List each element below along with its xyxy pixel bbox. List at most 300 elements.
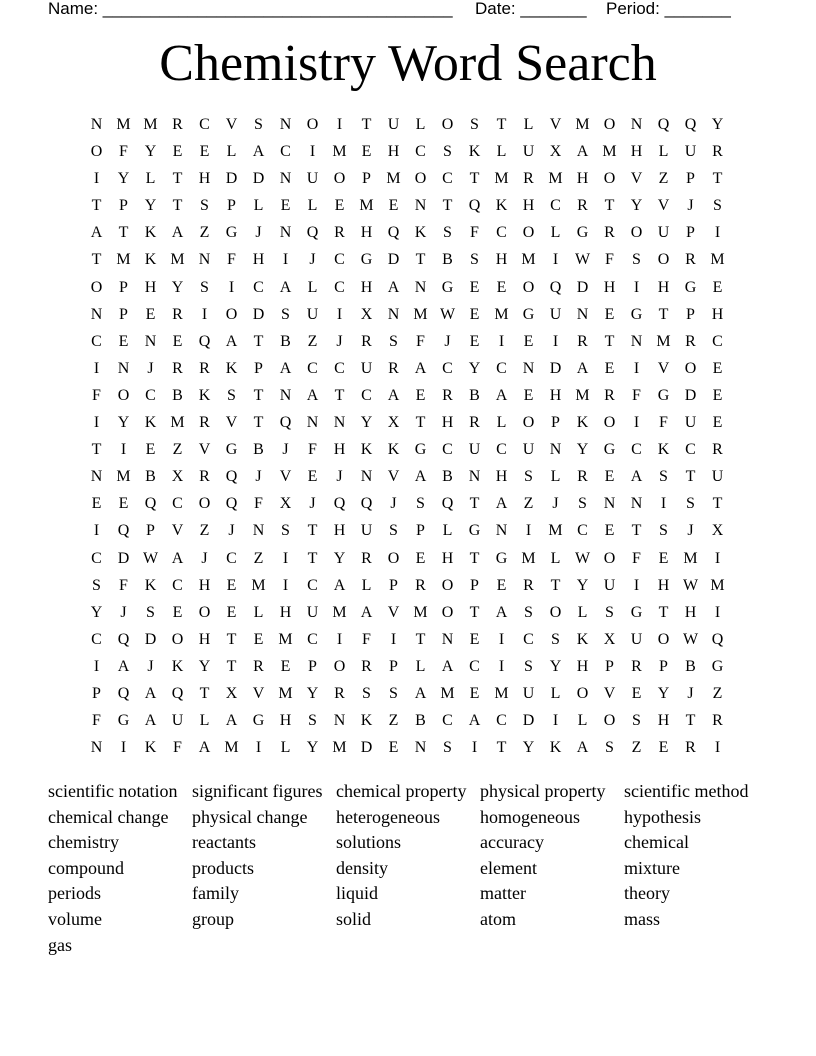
grid-letter[interactable]: U xyxy=(306,305,319,323)
grid-letter[interactable]: H xyxy=(333,441,346,459)
grid-letter[interactable]: Y xyxy=(117,170,130,188)
grid-letter[interactable]: C xyxy=(496,441,507,459)
grid-letter[interactable]: P xyxy=(470,576,479,594)
grid-letter[interactable]: G xyxy=(225,441,238,459)
grid-letter[interactable]: N xyxy=(414,739,427,757)
grid-letter[interactable]: T xyxy=(496,739,507,757)
grid-letter[interactable]: O xyxy=(441,116,454,133)
grid-letter[interactable]: C xyxy=(442,359,453,377)
grid-letter[interactable]: T xyxy=(253,386,264,404)
grid-letter[interactable]: R xyxy=(523,170,534,188)
grid-letter[interactable]: A xyxy=(198,739,211,757)
grid-letter[interactable]: R xyxy=(577,197,588,215)
grid-letter[interactable]: T xyxy=(550,576,561,594)
grid-letter[interactable]: W xyxy=(439,305,456,323)
grid-letter[interactable]: L xyxy=(577,712,588,730)
grid-letter[interactable]: Y xyxy=(333,549,346,567)
grid-letter[interactable]: C xyxy=(145,386,156,404)
grid-letter[interactable]: I xyxy=(228,278,235,296)
grid-letter[interactable]: A xyxy=(468,712,481,730)
grid-letter[interactable]: T xyxy=(658,603,669,621)
grid-letter[interactable]: M xyxy=(116,468,131,486)
grid-letter[interactable]: J xyxy=(120,603,127,621)
grid-letter[interactable]: C xyxy=(307,630,318,648)
grid-letter[interactable]: T xyxy=(712,170,723,188)
grid-letter[interactable]: A xyxy=(144,712,157,730)
grid-letter[interactable]: A xyxy=(171,224,184,242)
grid-letter[interactable]: V xyxy=(225,414,238,432)
grid-letter[interactable]: E xyxy=(658,739,669,757)
grid-letter[interactable]: A xyxy=(495,603,508,621)
grid-letter[interactable]: N xyxy=(495,522,508,540)
grid-letter[interactable]: O xyxy=(603,712,616,730)
grid-letter[interactable]: I xyxy=(633,576,640,594)
grid-letter[interactable]: O xyxy=(603,549,616,567)
grid-letter[interactable]: E xyxy=(388,197,399,215)
grid-letter[interactable]: J xyxy=(228,522,235,540)
grid-letter[interactable]: N xyxy=(630,116,643,133)
grid-letter[interactable]: C xyxy=(91,549,102,567)
grid-letter[interactable]: O xyxy=(306,116,319,133)
grid-letter[interactable]: K xyxy=(144,414,157,432)
grid-letter[interactable]: O xyxy=(90,278,103,296)
grid-letter[interactable]: M xyxy=(521,251,536,269)
grid-letter[interactable]: H xyxy=(522,197,535,215)
grid-letter[interactable]: K xyxy=(549,739,562,757)
grid-letter[interactable]: M xyxy=(440,684,455,702)
grid-letter[interactable]: N xyxy=(90,116,103,133)
grid-letter[interactable]: S xyxy=(551,630,560,648)
grid-letter[interactable]: C xyxy=(442,170,453,188)
grid-letter[interactable]: S xyxy=(632,712,641,730)
grid-letter[interactable]: R xyxy=(685,739,696,757)
grid-letter[interactable]: Y xyxy=(711,116,724,133)
grid-letter[interactable]: Y xyxy=(306,684,319,702)
grid-letter[interactable]: Q xyxy=(549,278,562,296)
grid-letter[interactable]: Q xyxy=(171,684,184,702)
grid-letter[interactable]: R xyxy=(631,657,642,675)
grid-letter[interactable]: C xyxy=(334,251,345,269)
grid-letter[interactable]: Z xyxy=(253,549,264,567)
grid-letter[interactable]: U xyxy=(360,522,373,540)
grid-letter[interactable]: U xyxy=(522,143,535,161)
grid-letter[interactable]: N xyxy=(279,116,292,133)
grid-letter[interactable]: V xyxy=(630,170,643,188)
grid-letter[interactable]: M xyxy=(143,116,158,133)
grid-letter[interactable]: E xyxy=(496,576,507,594)
grid-letter[interactable]: U xyxy=(306,170,319,188)
grid-letter[interactable]: F xyxy=(659,414,668,432)
grid-letter[interactable]: L xyxy=(442,522,453,540)
grid-letter[interactable]: Y xyxy=(306,739,319,757)
grid-letter[interactable]: E xyxy=(145,305,156,323)
grid-letter[interactable]: S xyxy=(524,603,533,621)
grid-letter[interactable]: A xyxy=(441,657,454,675)
grid-letter[interactable]: M xyxy=(494,684,509,702)
grid-letter[interactable]: Q xyxy=(117,522,130,540)
grid-letter[interactable]: K xyxy=(360,441,373,459)
grid-letter[interactable]: M xyxy=(710,251,725,269)
grid-letter[interactable]: N xyxy=(414,278,427,296)
grid-letter[interactable]: K xyxy=(144,739,157,757)
grid-letter[interactable]: G xyxy=(225,224,238,242)
grid-letter[interactable]: H xyxy=(441,549,454,567)
grid-letter[interactable]: E xyxy=(172,143,183,161)
grid-letter[interactable]: H xyxy=(441,414,454,432)
grid-letter[interactable]: C xyxy=(91,630,102,648)
grid-letter[interactable]: H xyxy=(198,630,211,648)
grid-letter[interactable]: I xyxy=(309,143,316,161)
grid-letter[interactable]: A xyxy=(225,712,238,730)
grid-letter[interactable]: H xyxy=(576,170,589,188)
grid-letter[interactable]: Z xyxy=(307,332,318,350)
grid-letter[interactable]: E xyxy=(415,549,426,567)
grid-letter[interactable]: S xyxy=(443,224,452,242)
grid-letter[interactable]: N xyxy=(522,359,535,377)
grid-letter[interactable]: K xyxy=(144,576,157,594)
grid-letter[interactable]: T xyxy=(334,386,345,404)
grid-letter[interactable]: I xyxy=(255,739,262,757)
grid-letter[interactable]: S xyxy=(389,684,398,702)
grid-letter[interactable]: T xyxy=(604,332,615,350)
grid-letter[interactable]: P xyxy=(146,522,155,540)
grid-letter[interactable]: L xyxy=(199,712,210,730)
grid-letter[interactable]: O xyxy=(522,414,535,432)
grid-letter[interactable]: A xyxy=(279,359,292,377)
grid-letter[interactable]: I xyxy=(714,224,721,242)
grid-letter[interactable]: N xyxy=(279,224,292,242)
grid-letter[interactable]: P xyxy=(686,224,695,242)
grid-letter[interactable]: E xyxy=(469,630,480,648)
grid-letter[interactable]: V xyxy=(225,116,238,133)
grid-letter[interactable]: E xyxy=(523,386,534,404)
grid-letter[interactable]: M xyxy=(386,170,401,188)
grid-letter[interactable]: F xyxy=(416,332,425,350)
grid-letter[interactable]: K xyxy=(360,712,373,730)
grid-letter[interactable]: H xyxy=(630,143,643,161)
grid-letter[interactable]: J xyxy=(201,549,208,567)
grid-letter[interactable]: Y xyxy=(198,657,211,675)
grid-letter[interactable]: M xyxy=(656,332,671,350)
grid-letter[interactable]: O xyxy=(603,170,616,188)
grid-letter[interactable]: E xyxy=(118,495,129,513)
grid-letter[interactable]: R xyxy=(361,549,372,567)
grid-letter[interactable]: I xyxy=(282,549,289,567)
grid-letter[interactable]: R xyxy=(172,305,183,323)
grid-letter[interactable]: C xyxy=(226,549,237,567)
grid-letter[interactable]: L xyxy=(550,549,561,567)
grid-letter[interactable]: M xyxy=(332,603,347,621)
grid-letter[interactable]: B xyxy=(685,657,696,675)
grid-letter[interactable]: H xyxy=(360,278,373,296)
grid-letter[interactable]: A xyxy=(495,386,508,404)
grid-letter[interactable]: M xyxy=(494,170,509,188)
grid-letter[interactable]: A xyxy=(576,143,589,161)
grid-letter[interactable]: O xyxy=(657,251,670,269)
grid-letter[interactable]: Q xyxy=(117,630,130,648)
grid-letter[interactable]: I xyxy=(498,630,505,648)
grid-letter[interactable]: H xyxy=(252,251,265,269)
grid-letter[interactable]: E xyxy=(91,495,102,513)
grid-letter[interactable]: Y xyxy=(90,603,103,621)
grid-letter[interactable]: Y xyxy=(144,143,157,161)
grid-letter[interactable]: N xyxy=(468,468,481,486)
grid-letter[interactable]: T xyxy=(685,712,696,730)
grid-letter[interactable]: J xyxy=(336,332,343,350)
grid-letter[interactable]: S xyxy=(281,522,290,540)
grid-letter[interactable]: A xyxy=(360,603,373,621)
grid-letter[interactable]: Y xyxy=(117,414,130,432)
grid-letter[interactable]: B xyxy=(280,332,291,350)
grid-letter[interactable]: S xyxy=(389,522,398,540)
grid-letter[interactable]: C xyxy=(334,359,345,377)
grid-letter[interactable]: P xyxy=(389,576,398,594)
grid-letter[interactable]: I xyxy=(120,739,127,757)
grid-letter[interactable]: Z xyxy=(523,495,534,513)
grid-letter[interactable]: H xyxy=(198,576,211,594)
grid-letter[interactable]: O xyxy=(171,630,184,648)
grid-letter[interactable]: O xyxy=(225,305,238,323)
grid-letter[interactable]: S xyxy=(605,603,614,621)
grid-letter[interactable]: Q xyxy=(225,468,238,486)
grid-letter[interactable]: L xyxy=(361,576,372,594)
grid-letter[interactable]: G xyxy=(630,603,643,621)
grid-letter[interactable]: N xyxy=(144,332,157,350)
grid-letter[interactable]: S xyxy=(416,495,425,513)
grid-letter[interactable]: A xyxy=(387,386,400,404)
grid-letter[interactable]: N xyxy=(279,386,292,404)
grid-letter[interactable]: E xyxy=(604,359,615,377)
grid-letter[interactable]: H xyxy=(684,603,697,621)
grid-letter[interactable]: T xyxy=(469,170,480,188)
grid-letter[interactable]: R xyxy=(361,332,372,350)
grid-letter[interactable]: W xyxy=(574,251,591,269)
grid-letter[interactable]: S xyxy=(713,197,722,215)
grid-letter[interactable]: I xyxy=(633,278,640,296)
grid-letter[interactable]: I xyxy=(471,739,478,757)
grid-letter[interactable]: Z xyxy=(172,441,183,459)
grid-letter[interactable]: P xyxy=(686,170,695,188)
grid-letter[interactable]: R xyxy=(604,224,615,242)
grid-letter[interactable]: T xyxy=(226,630,237,648)
grid-letter[interactable]: U xyxy=(387,116,400,133)
grid-letter[interactable]: G xyxy=(495,549,508,567)
grid-letter[interactable]: S xyxy=(686,495,695,513)
grid-letter[interactable]: S xyxy=(443,143,452,161)
grid-letter[interactable]: E xyxy=(712,414,723,432)
grid-letter[interactable]: S xyxy=(578,495,587,513)
grid-letter[interactable]: C xyxy=(442,441,453,459)
grid-letter[interactable]: M xyxy=(116,251,131,269)
grid-letter[interactable]: C xyxy=(361,386,372,404)
grid-letter[interactable]: N xyxy=(117,359,130,377)
grid-letter[interactable]: O xyxy=(387,549,400,567)
grid-letter[interactable]: R xyxy=(577,468,588,486)
grid-letter[interactable]: C xyxy=(280,143,291,161)
grid-letter[interactable]: S xyxy=(605,739,614,757)
grid-letter[interactable]: H xyxy=(198,170,211,188)
grid-letter[interactable]: E xyxy=(469,684,480,702)
grid-letter[interactable]: P xyxy=(605,657,614,675)
grid-letter[interactable]: A xyxy=(414,359,427,377)
grid-letter[interactable]: D xyxy=(225,170,238,188)
grid-letter[interactable]: H xyxy=(495,468,508,486)
grid-letter[interactable]: T xyxy=(469,549,480,567)
grid-letter[interactable]: I xyxy=(282,251,289,269)
grid-letter[interactable]: R xyxy=(469,414,480,432)
grid-letter[interactable]: A xyxy=(414,468,427,486)
grid-letter[interactable]: E xyxy=(415,386,426,404)
grid-letter[interactable]: E xyxy=(469,305,480,323)
grid-letter[interactable]: H xyxy=(657,712,670,730)
grid-letter[interactable]: N xyxy=(630,495,643,513)
grid-letter[interactable]: I xyxy=(336,305,343,323)
grid-letter[interactable]: T xyxy=(469,495,480,513)
grid-letter[interactable]: Y xyxy=(657,684,670,702)
grid-letter[interactable]: Q xyxy=(333,495,346,513)
grid-letter[interactable]: M xyxy=(170,414,185,432)
grid-letter[interactable]: R xyxy=(523,576,534,594)
grid-letter[interactable]: W xyxy=(142,549,159,567)
grid-letter[interactable]: H xyxy=(495,251,508,269)
grid-letter[interactable]: F xyxy=(362,630,371,648)
grid-letter[interactable]: S xyxy=(362,684,371,702)
grid-letter[interactable]: F xyxy=(632,386,641,404)
grid-letter[interactable]: K xyxy=(387,441,400,459)
grid-letter[interactable]: N xyxy=(333,712,346,730)
grid-letter[interactable]: E xyxy=(631,684,642,702)
grid-letter[interactable]: E xyxy=(523,332,534,350)
grid-letter[interactable]: F xyxy=(254,495,263,513)
grid-letter[interactable]: O xyxy=(549,603,562,621)
grid-letter[interactable]: O xyxy=(333,170,346,188)
grid-letter[interactable]: H xyxy=(657,576,670,594)
grid-letter[interactable]: B xyxy=(145,468,156,486)
grid-letter[interactable]: L xyxy=(253,197,264,215)
grid-letter[interactable]: F xyxy=(119,143,128,161)
grid-letter[interactable]: L xyxy=(577,603,588,621)
grid-letter[interactable]: R xyxy=(604,386,615,404)
grid-letter[interactable]: T xyxy=(253,414,264,432)
grid-letter[interactable]: R xyxy=(577,332,588,350)
grid-letter[interactable]: L xyxy=(550,468,561,486)
grid-letter[interactable]: P xyxy=(119,278,128,296)
grid-letter[interactable]: O xyxy=(522,278,535,296)
grid-letter[interactable]: G xyxy=(117,712,130,730)
grid-letter[interactable]: U xyxy=(630,630,643,648)
grid-letter[interactable]: I xyxy=(660,495,667,513)
grid-letter[interactable]: T xyxy=(172,197,183,215)
grid-letter[interactable]: U xyxy=(468,441,481,459)
grid-letter[interactable]: E xyxy=(226,576,237,594)
grid-letter[interactable]: I xyxy=(498,657,505,675)
grid-letter[interactable]: P xyxy=(92,684,101,702)
grid-letter[interactable]: P xyxy=(659,657,668,675)
grid-letter[interactable]: J xyxy=(309,495,316,513)
grid-letter[interactable]: L xyxy=(253,603,264,621)
grid-letter[interactable]: Y xyxy=(576,576,589,594)
grid-letter[interactable]: Y xyxy=(171,278,184,296)
grid-letter[interactable]: C xyxy=(172,576,183,594)
grid-letter[interactable]: C xyxy=(469,657,480,675)
grid-letter[interactable]: R xyxy=(199,414,210,432)
grid-letter[interactable]: C xyxy=(442,712,453,730)
grid-letter[interactable]: S xyxy=(659,522,668,540)
grid-letter[interactable]: I xyxy=(93,657,100,675)
grid-letter[interactable]: E xyxy=(712,359,723,377)
grid-letter[interactable]: N xyxy=(387,305,400,323)
grid-letter[interactable]: H xyxy=(387,143,400,161)
grid-letter[interactable]: M xyxy=(278,630,293,648)
grid-letter[interactable]: T xyxy=(172,170,183,188)
grid-letter[interactable]: L xyxy=(415,116,426,133)
grid-letter[interactable]: M xyxy=(332,739,347,757)
grid-letter[interactable]: D xyxy=(360,739,373,757)
grid-letter[interactable]: A xyxy=(333,576,346,594)
grid-letter[interactable]: T xyxy=(226,657,237,675)
grid-letter[interactable]: Q xyxy=(711,630,724,648)
grid-letter[interactable]: U xyxy=(711,468,724,486)
grid-letter[interactable]: J xyxy=(309,251,316,269)
grid-letter[interactable]: I xyxy=(552,251,559,269)
grid-letter[interactable]: C xyxy=(307,359,318,377)
grid-letter[interactable]: F xyxy=(92,712,101,730)
grid-letter[interactable]: V xyxy=(387,603,400,621)
grid-letter[interactable]: D xyxy=(252,305,265,323)
grid-letter[interactable]: G xyxy=(630,305,643,323)
grid-letter[interactable]: E xyxy=(307,468,318,486)
grid-letter[interactable]: F xyxy=(605,251,614,269)
grid-letter[interactable]: C xyxy=(91,332,102,350)
grid-letter[interactable]: G xyxy=(522,305,535,323)
grid-letter[interactable]: I xyxy=(714,739,721,757)
grid-letter[interactable]: F xyxy=(470,224,479,242)
grid-letter[interactable]: B xyxy=(442,468,453,486)
grid-letter[interactable]: U xyxy=(306,603,319,621)
grid-letter[interactable]: N xyxy=(630,332,643,350)
grid-letter[interactable]: C xyxy=(631,441,642,459)
grid-letter[interactable]: Z xyxy=(712,684,723,702)
grid-letter[interactable]: V xyxy=(657,197,670,215)
grid-letter[interactable]: V xyxy=(198,441,211,459)
grid-letter[interactable]: N xyxy=(576,305,589,323)
grid-letter[interactable]: P xyxy=(389,657,398,675)
grid-letter[interactable]: L xyxy=(145,170,156,188)
grid-letter[interactable]: T xyxy=(415,630,426,648)
grid-letter[interactable]: A xyxy=(576,739,589,757)
grid-letter[interactable]: C xyxy=(253,278,264,296)
grid-letter[interactable]: C xyxy=(199,116,210,133)
grid-letter[interactable]: S xyxy=(200,197,209,215)
grid-letter[interactable]: D xyxy=(252,170,265,188)
grid-letter[interactable]: N xyxy=(603,495,616,513)
grid-letter[interactable]: I xyxy=(633,414,640,432)
grid-letter[interactable]: K xyxy=(225,359,238,377)
grid-letter[interactable]: C xyxy=(307,576,318,594)
grid-letter[interactable]: B xyxy=(415,712,426,730)
grid-letter[interactable]: M xyxy=(413,603,428,621)
grid-letter[interactable]: S xyxy=(524,657,533,675)
grid-letter[interactable]: K xyxy=(576,414,589,432)
grid-letter[interactable]: N xyxy=(549,441,562,459)
grid-letter[interactable]: J xyxy=(444,332,451,350)
grid-letter[interactable]: T xyxy=(712,495,723,513)
grid-letter[interactable]: M xyxy=(683,549,698,567)
grid-letter[interactable]: Q xyxy=(117,684,130,702)
grid-letter[interactable]: U xyxy=(657,224,670,242)
grid-letter[interactable]: R xyxy=(685,251,696,269)
grid-letter[interactable]: H xyxy=(360,224,373,242)
